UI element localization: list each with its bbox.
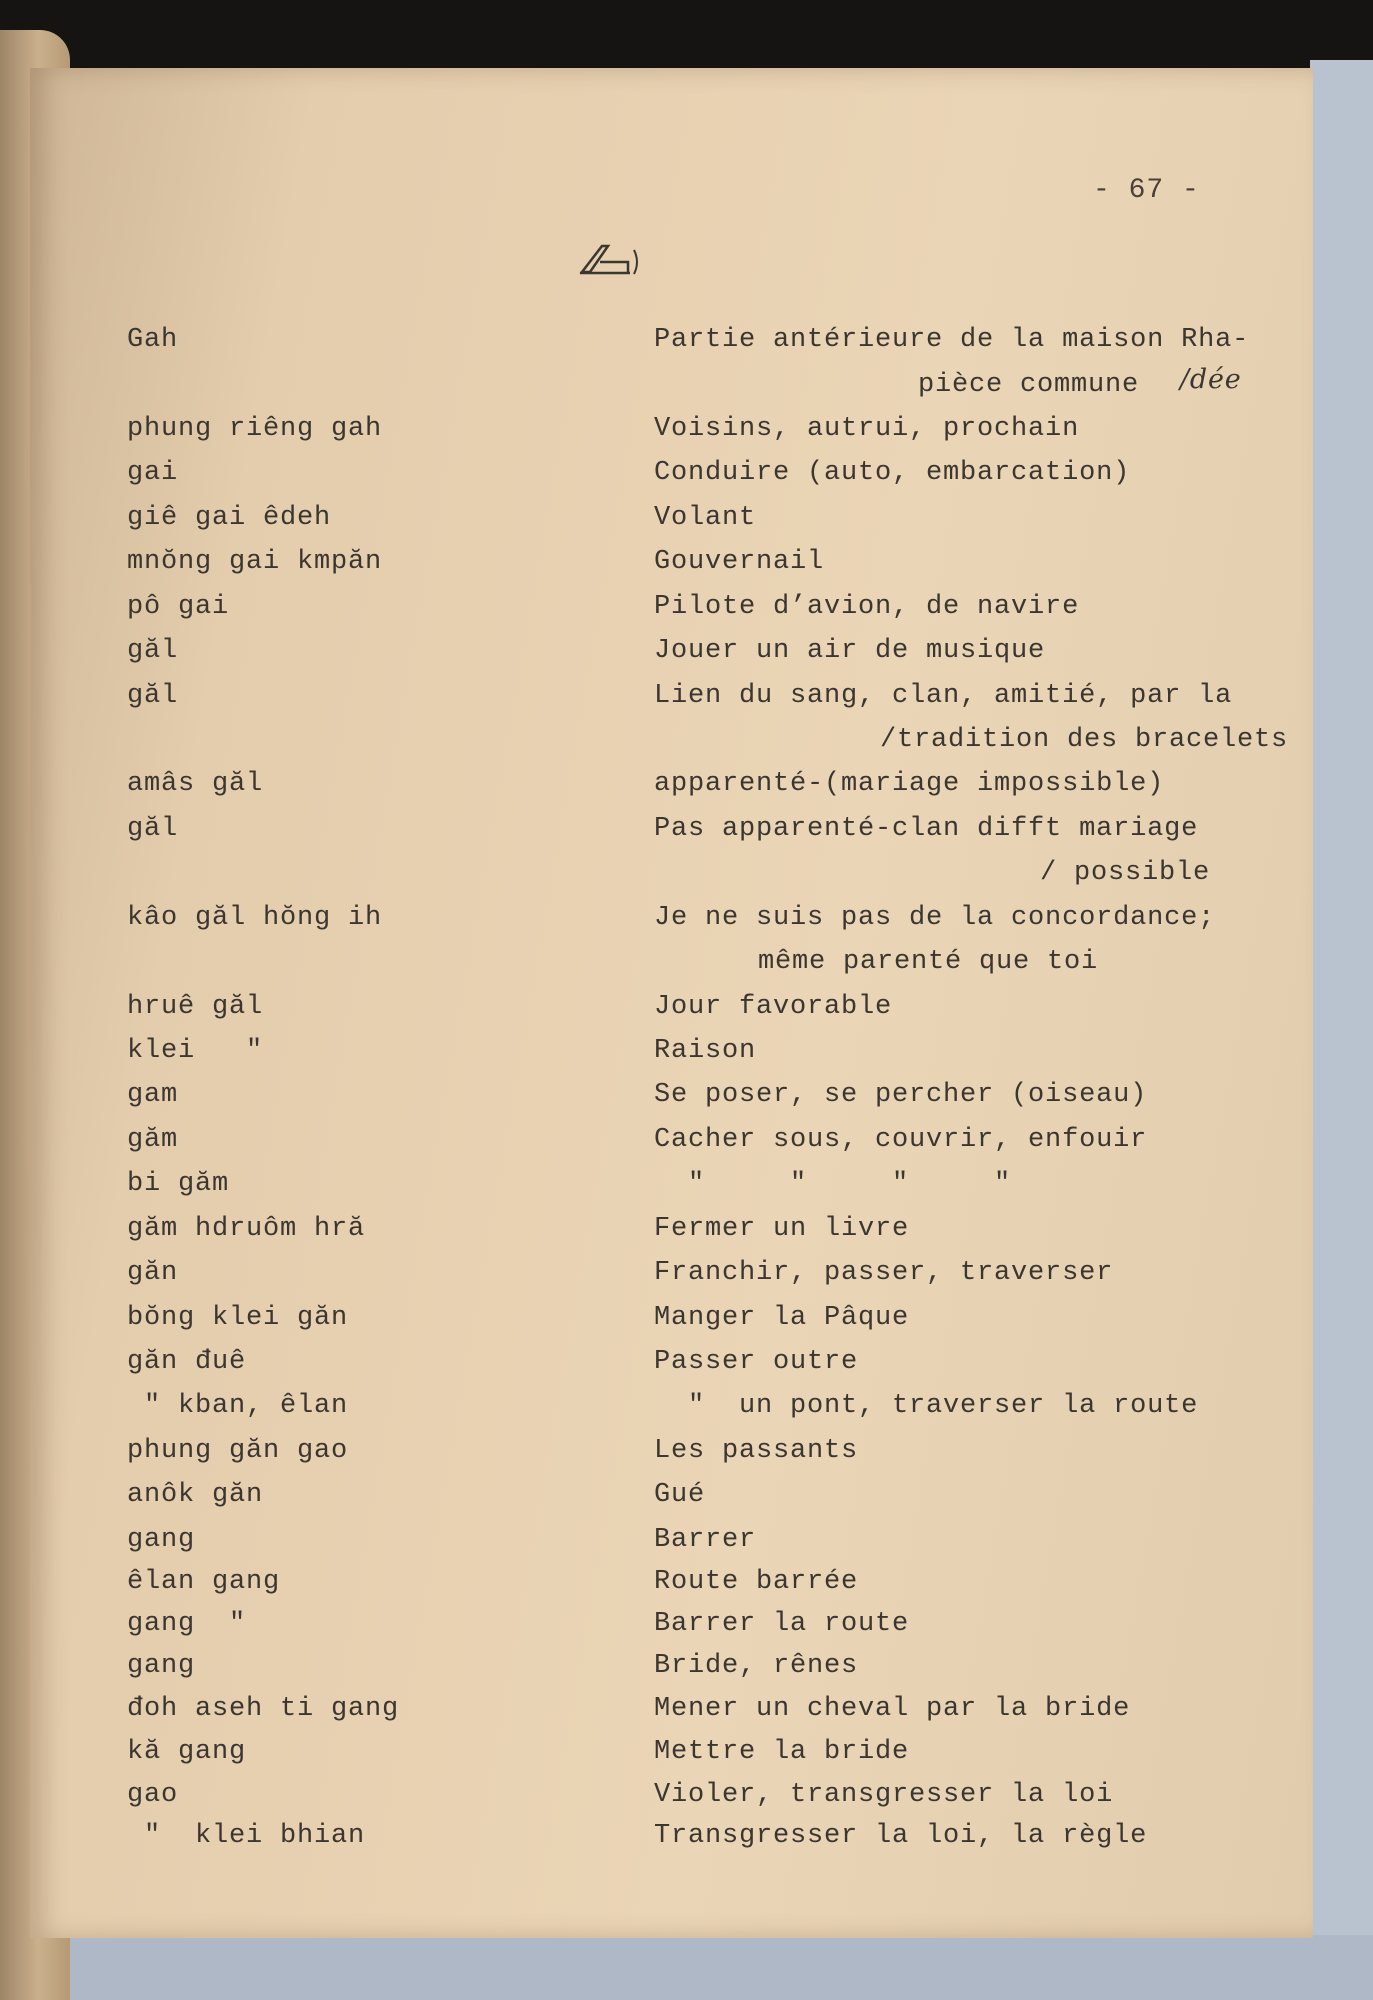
entry-continuation-line: [0, 725, 1373, 765]
dictionary-entry: [0, 547, 1373, 587]
entry-term: gao: [127, 1780, 179, 1810]
dictionary-entry: [0, 1169, 1373, 1209]
entry-definition: Lien du sang, clan, amitié, par la: [654, 681, 1233, 711]
entry-definition: Gué: [654, 1480, 706, 1510]
dictionary-entry: [0, 1258, 1373, 1298]
entry-term: găm hdruôm hră: [127, 1214, 366, 1244]
dictionary-entry: [0, 1525, 1373, 1565]
entry-definition: Barrer la route: [654, 1609, 910, 1639]
entry-definition: Voisins, autrui, prochain: [654, 414, 1080, 444]
dictionary-entry: [0, 458, 1373, 498]
entry-definition: Conduire (auto, embarcation): [654, 458, 1131, 488]
entry-term: gang: [127, 1525, 196, 1555]
entry-definition: Violer, transgresser la loi: [654, 1780, 1114, 1810]
entry-definition: Pas apparenté-clan difft mariage: [654, 814, 1199, 844]
entry-definition: Les passants: [654, 1436, 859, 1466]
entry-term: bŏng klei găn: [127, 1303, 349, 1333]
dictionary-entry: [0, 1303, 1373, 1343]
entry-definition: apparenté-(mariage impossible): [654, 769, 1165, 799]
dictionary-entry: [0, 814, 1373, 854]
entry-definition: " un pont, traverser la route: [654, 1391, 1199, 1421]
entry-definition: Je ne suis pas de la concordance;: [654, 903, 1216, 933]
entry-continuation-line: [0, 858, 1373, 898]
dictionary-entry: [0, 1737, 1373, 1777]
entry-continuation: / possible: [1040, 858, 1211, 888]
entry-term: êlan gang: [127, 1567, 281, 1597]
entry-definition: Route barrée: [654, 1567, 859, 1597]
entry-term: gam: [127, 1080, 179, 1110]
entry-term: amâs găl: [127, 769, 264, 799]
entry-definition: Se poser, se percher (oiseau): [654, 1080, 1148, 1110]
dictionary-entry: [0, 1125, 1373, 1165]
entry-continuation-line: [0, 947, 1373, 987]
entry-term: gai: [127, 458, 179, 488]
entry-definition: Jouer un air de musique: [654, 636, 1046, 666]
entry-continuation: /tradition des bracelets: [880, 725, 1289, 755]
entry-term: phung găn gao: [127, 1436, 349, 1466]
dictionary-entry: [0, 1651, 1373, 1691]
dictionary-entry: [0, 1567, 1373, 1607]
entry-definition: Fermer un livre: [654, 1214, 910, 1244]
entry-term: kâo găl hŏng ih: [127, 903, 383, 933]
dictionary-entry: [0, 1694, 1373, 1734]
dictionary-entry: [0, 1036, 1373, 1076]
entry-definition: Transgresser la loi, la règle: [654, 1821, 1148, 1851]
entry-definition: Mener un cheval par la bride: [654, 1694, 1131, 1724]
section-letter-glyph-icon: [578, 240, 648, 280]
entry-term: kă gang: [127, 1737, 247, 1767]
dictionary-entry: [0, 1780, 1373, 1820]
entry-definition: Bride, rênes: [654, 1651, 859, 1681]
entry-term: mnŏng gai kmpăn: [127, 547, 383, 577]
dictionary-entry: [0, 1436, 1373, 1476]
entry-term: găl: [127, 636, 179, 666]
entry-definition: Manger la Pâque: [654, 1303, 910, 1333]
entry-definition: Pilote d’avion, de navire: [654, 592, 1080, 622]
entry-term: gang: [127, 1651, 196, 1681]
entry-definition: Partie antérieure de la maison Rha-: [654, 325, 1250, 355]
entry-definition: Volant: [654, 503, 757, 533]
dictionary-entry: [0, 1391, 1373, 1431]
handwritten-note: /dée: [1180, 364, 1242, 395]
entry-definition: Raison: [654, 1036, 757, 1066]
entry-term: pô gai: [127, 592, 230, 622]
entry-term: hruê găl: [127, 992, 264, 1022]
entry-term: gang ": [127, 1609, 247, 1639]
dictionary-entry: [0, 325, 1373, 365]
dictionary-entry: [0, 1480, 1373, 1520]
entry-definition: Barrer: [654, 1525, 757, 1555]
entry-term: găl: [127, 681, 179, 711]
entry-continuation-line: [0, 364, 1373, 410]
dictionary-entry: [0, 903, 1373, 943]
dictionary-entry: [0, 636, 1373, 676]
entry-term: găl: [127, 814, 179, 844]
entry-term: Gah: [127, 325, 179, 355]
dictionary-entry: [0, 1609, 1373, 1649]
entry-term: găn: [127, 1258, 179, 1288]
entry-term: anôk găn: [127, 1480, 264, 1510]
dictionary-entry: [0, 681, 1373, 721]
dictionary-entry: [0, 503, 1373, 543]
entry-definition: Gouvernail: [654, 547, 825, 577]
entry-definition: Jour favorable: [654, 992, 893, 1022]
entry-definition: Franchir, passer, traverser: [654, 1258, 1114, 1288]
dictionary-entry: [0, 414, 1373, 454]
entry-term: đoh aseh ti gang: [127, 1694, 400, 1724]
entry-continuation: même parenté que toi: [758, 947, 1099, 977]
dictionary-entry: [0, 769, 1373, 809]
entry-definition: Passer outre: [654, 1347, 859, 1377]
background-bottom: [0, 1935, 1373, 2000]
entry-definition: Mettre la bride: [654, 1737, 910, 1767]
dictionary-entry: [0, 1080, 1373, 1120]
entry-term: " klei bhian: [127, 1821, 366, 1851]
dictionary-entry: [0, 992, 1373, 1032]
entry-term: giê gai êdeh: [127, 503, 332, 533]
entry-term: phung riêng gah: [127, 414, 383, 444]
page-number: - 67 -: [1093, 175, 1200, 206]
entry-term: klei ": [127, 1036, 264, 1066]
entry-term: " kban, êlan: [127, 1391, 349, 1421]
dictionary-entry: [0, 1821, 1373, 1861]
dictionary-entry: [0, 592, 1373, 632]
entry-term: bi găm: [127, 1169, 230, 1199]
entry-term: găn đuê: [127, 1347, 247, 1377]
entry-term: găm: [127, 1125, 179, 1155]
entry-definition: " " " ": [654, 1169, 1012, 1199]
entry-definition: Cacher sous, couvrir, enfouir: [654, 1125, 1148, 1155]
dictionary-entry: [0, 1347, 1373, 1387]
dictionary-entry: [0, 1214, 1373, 1254]
entry-continuation: pièce commune: [918, 370, 1140, 400]
